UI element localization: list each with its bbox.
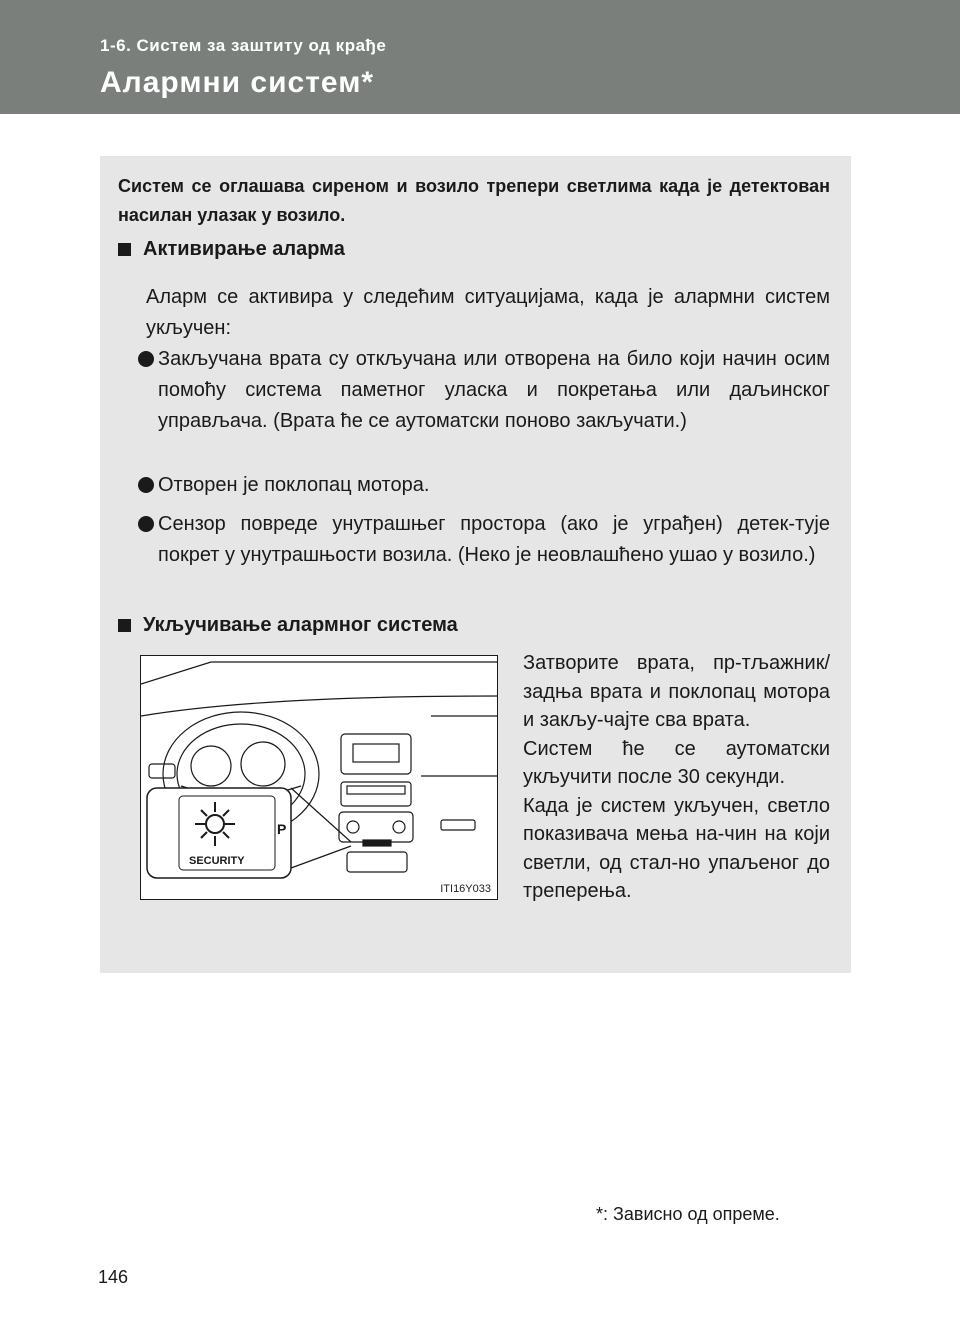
arming-paragraph: Када је систем укључен, светло показивача мења на-чин на који светли, од стал-но упаљеног до треперења.: [523, 794, 830, 902]
list-item: [138, 509, 830, 571]
heading-arming-label: Укључивање алармног система: [143, 614, 458, 636]
page-title: Алармни систем*: [100, 66, 375, 99]
bullet-dot-icon: [138, 477, 154, 493]
dashboard-illustration: [140, 655, 498, 900]
heading-activation-label: Активирање аларма: [143, 238, 345, 260]
arming-paragraph: Систем ће се аутоматски укључити после 30 секунди.: [523, 737, 830, 788]
list-item: [138, 470, 830, 501]
footnote: *: Зависно од опреме.: [596, 1204, 780, 1224]
activation-lead: Аларм се активира у следећим ситуацијама, када је алармни систем укључен:: [146, 286, 830, 339]
heading-arming: [118, 614, 458, 637]
arming-paragraph: Затворите врата, пр-тљажник/задња врата и поклопац мотора и закљу-чајте сва врата.: [523, 652, 830, 731]
arming-description: [523, 649, 830, 906]
image-code: ITI16Y033: [440, 883, 491, 895]
intro-text: Систем се оглашава сиреном и возило трепери светлима када је детектован насилан улазак у возило.: [118, 176, 830, 225]
bullet-dot-icon: [138, 351, 154, 367]
page-header: [0, 0, 960, 114]
square-bullet-icon: [118, 619, 131, 632]
list-item-text: Закључана врата су откључана или отворена на било који начин осим помоћу система паметног уласка и покретања или даљинског управљача. (Врата ће се аутоматски поново закључати.): [158, 348, 830, 432]
dashboard-drawing: [141, 656, 497, 899]
list-item-text: Отворен је поклопац мотора.: [158, 474, 430, 496]
security-label: SECURITY: [189, 855, 245, 867]
bullet-dot-icon: [138, 516, 154, 532]
heading-activation: [118, 238, 345, 261]
button-letter: P: [277, 821, 287, 837]
section-label: 1-6. Систем за заштиту од крађе: [100, 36, 387, 55]
page-number: 146: [98, 1267, 129, 1287]
list-item: [138, 344, 830, 437]
list-item-text: Сензор повреде унутрашњег простора (ако је уграђен) детек-тује покрет у унутрашњости возила. (Неко је неовлашћено ушао у возило.): [158, 513, 830, 566]
square-bullet-icon: [118, 243, 131, 256]
